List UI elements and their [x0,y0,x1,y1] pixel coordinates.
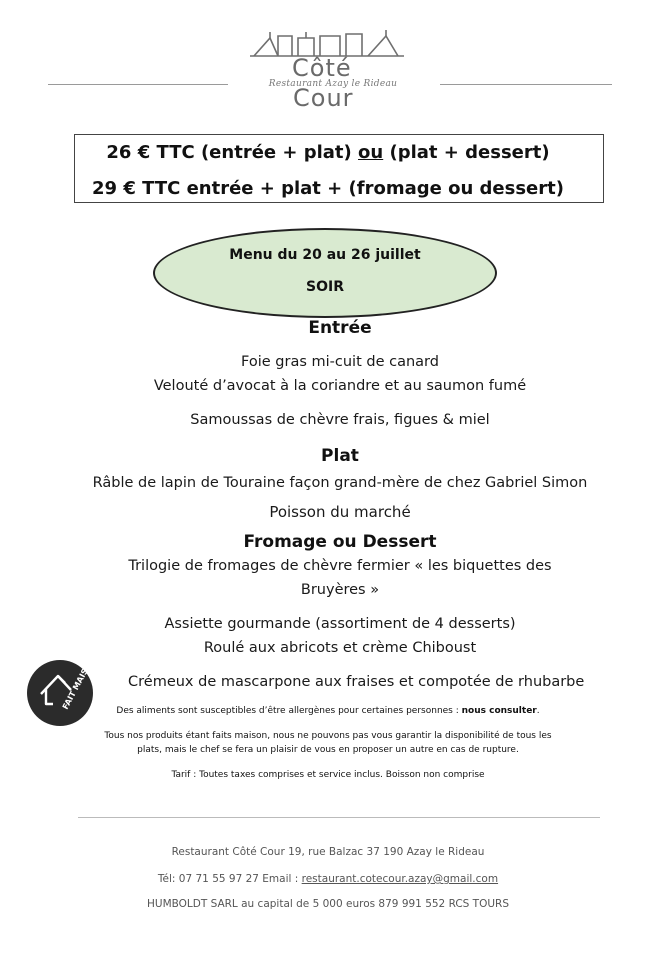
section-title-entree: Entrée [308,318,372,338]
footer-contact [0,873,656,885]
dish-entree-3: Samoussas de chèvre frais, figues & miel [190,412,490,428]
menu-dates-ellipse [153,228,497,318]
logo-rule-right [440,84,612,85]
section-title-fromage-dessert: Fromage ou Dessert [243,532,437,552]
dish-plat-2: Poisson du marché [269,503,411,521]
dish-dessert-1a: Trilogie de fromages de chèvre fermier « les biquettes des [128,558,552,574]
price-line-26-or: ou [358,142,384,163]
dish-entree-1: Foie gras mi-cuit de canard [241,354,439,370]
price-line-26 [0,142,656,163]
dish-dessert-2: Assiette gourmande (assortiment de 4 desserts) [164,616,516,632]
allergen-note-end: . [536,706,540,716]
dish-dessert-1b: Bruyères » [300,582,380,598]
dish-plat-1: Râble de lapin de Touraine façon grand-mère de chez Gabriel Simon [92,475,588,491]
allergen-note-text: Des aliments sont susceptibles d’être allergènes pour certaines personnes : [116,706,462,716]
logo-word-cour: Cour [293,84,354,112]
footer-divider [78,817,600,818]
dish-dessert-3: Roulé aux abricots et crème Chiboust [203,640,477,656]
price-line-26-part-b: (plat + dessert) [383,142,550,163]
dish-dessert-4: Crémeux de mascarpone aux fraises et compotée de rhubarbe [128,674,585,690]
fait-maison-text: FAIT MAISON [60,660,93,711]
menu-dates: Menu du 20 au 26 juillet [229,247,421,263]
logo-word-cote: Côté [292,54,352,82]
homemade-note-2: plats, mais le chef se fera un plaisir de vous en proposer un autre en cas de rupture. [137,745,519,755]
section-title-plat: Plat [321,446,359,466]
price-line-26-part-a: 26 € TTC (entrée + plat) [106,142,359,163]
menu-service: SOIR [306,279,344,295]
dish-entree-2: Velouté d’avocat à la coriandre et au saumon fumé [153,378,527,394]
tarif-note: Tarif : Toutes taxes comprises et service inclus. Boisson non comprise [171,770,485,780]
fait-maison-badge [27,660,93,726]
footer-email-link[interactable]: restaurant.cotecour.azay@gmail.com [301,873,499,885]
logo-script-text: Restaurant Azay le Rideau [268,79,398,89]
house-icon [27,660,93,726]
footer-phone: Tél: 07 71 55 97 27 Email : [157,873,302,885]
allergen-note [0,706,656,716]
allergen-note-consult: nous consulter [461,706,537,716]
price-line-29: 29 € TTC entrée + plat + (fromage ou dessert) [92,178,564,199]
logo-rule-left [48,84,228,85]
homemade-note-1: Tous nos produits étant faits maison, nous ne pouvons pas vous garantir la disponibilité de tous les [104,731,552,741]
footer-address: Restaurant Côté Cour 19, rue Balzac 37 190 Azay le Rideau [171,846,485,858]
footer-company: HUMBOLDT SARL au capital de 5 000 euros 879 991 552 RCS TOURS [146,898,510,910]
